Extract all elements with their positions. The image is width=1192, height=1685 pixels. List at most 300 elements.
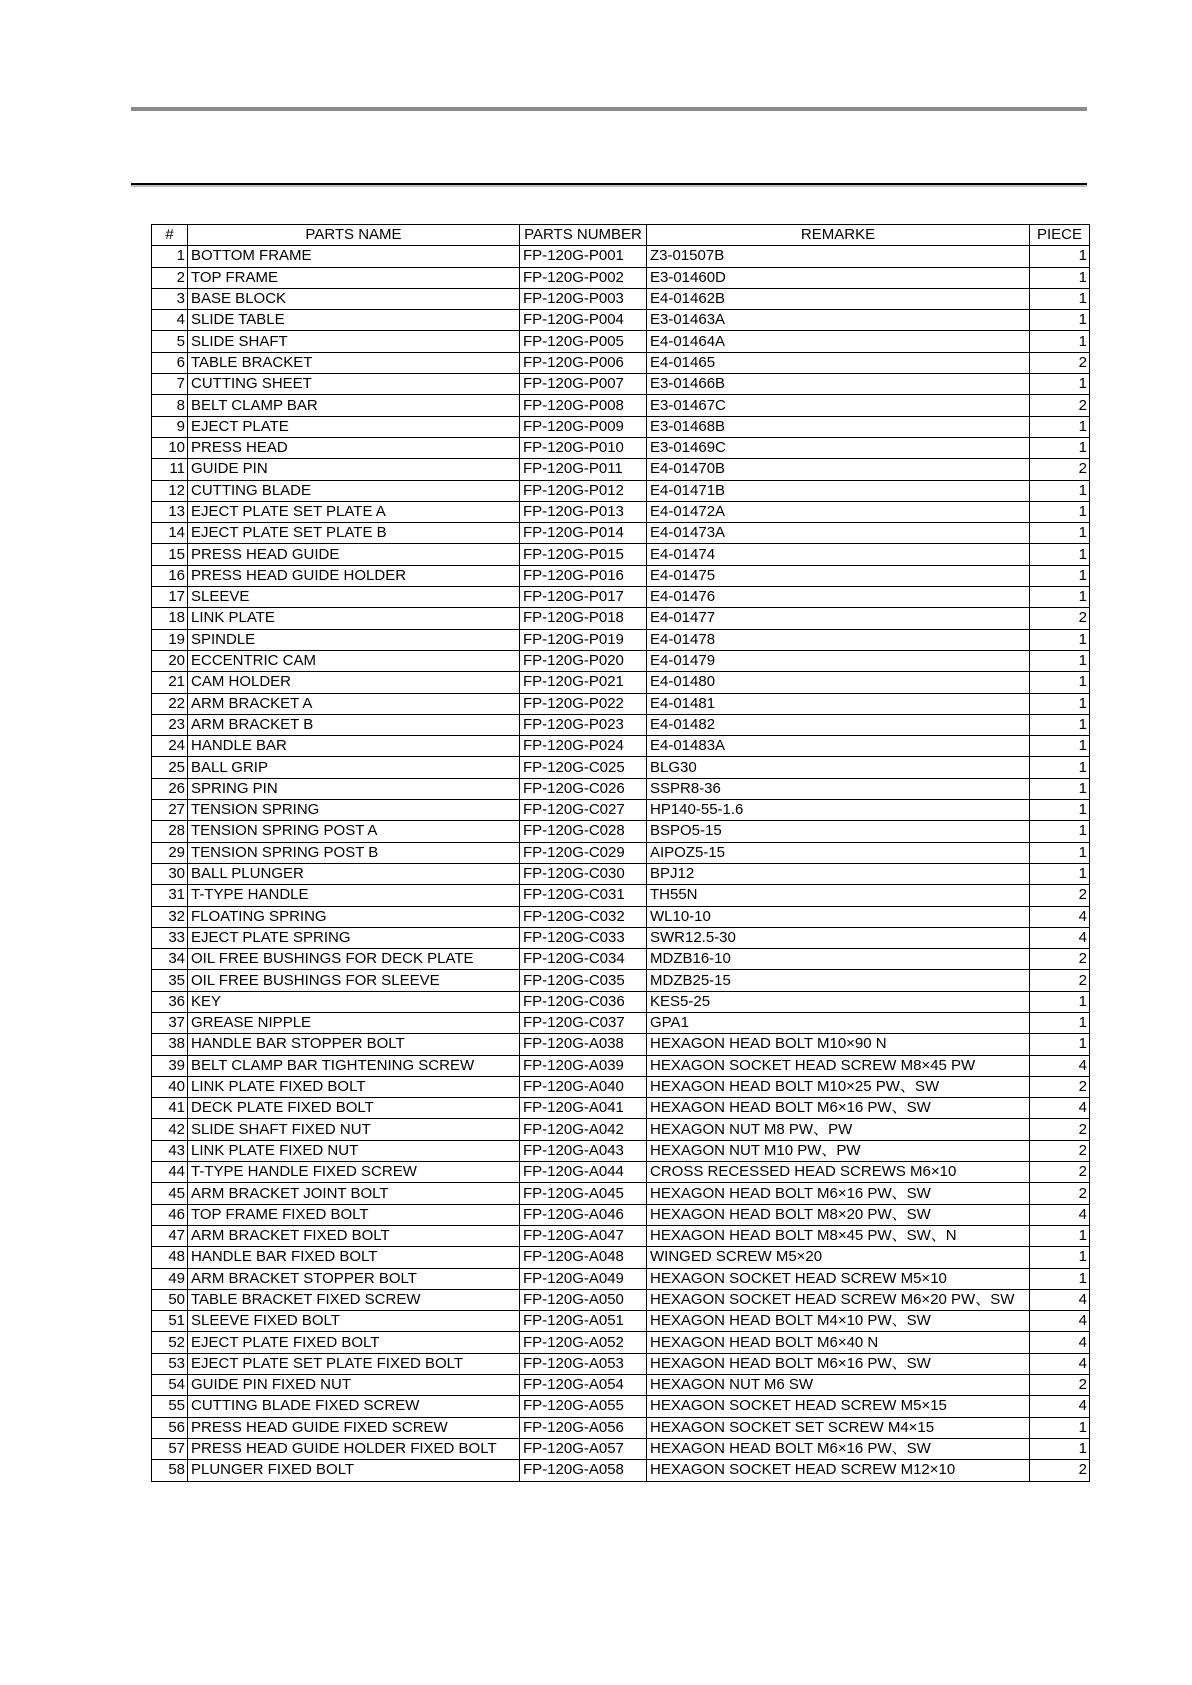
- remark-cell: E4-01464A: [647, 331, 1030, 352]
- remark-cell: E4-01474: [647, 544, 1030, 565]
- table-row: [152, 1162, 1090, 1183]
- part-index-cell: 46: [152, 1204, 188, 1225]
- part-name-cell: TOP FRAME: [188, 267, 520, 288]
- remark-cell: E4-01470B: [647, 459, 1030, 480]
- piece-cell: 2: [1030, 1183, 1090, 1204]
- piece-cell: 1: [1030, 501, 1090, 522]
- part-number-cell: FP-120G-A048: [520, 1247, 647, 1268]
- parts-table-body: [152, 246, 1090, 1481]
- remark-cell: E4-01483A: [647, 736, 1030, 757]
- table-row: [152, 1225, 1090, 1246]
- part-name-cell: HANDLE BAR STOPPER BOLT: [188, 1034, 520, 1055]
- remark-cell: HEXAGON SOCKET HEAD SCREW M12×10: [647, 1460, 1030, 1481]
- part-name-cell: BALL GRIP: [188, 757, 520, 778]
- part-number-cell: FP-120G-C037: [520, 1012, 647, 1033]
- remark-cell: E4-01480: [647, 672, 1030, 693]
- part-number-cell: FP-120G-A057: [520, 1438, 647, 1459]
- part-number-cell: FP-120G-P024: [520, 736, 647, 757]
- piece-cell: 1: [1030, 246, 1090, 267]
- table-row: [152, 821, 1090, 842]
- parts-list-table: [151, 224, 1090, 1482]
- remark-cell: E4-01481: [647, 693, 1030, 714]
- remark-cell: HEXAGON SOCKET HEAD SCREW M5×10: [647, 1268, 1030, 1289]
- remark-cell: HEXAGON HEAD BOLT M10×90 N: [647, 1034, 1030, 1055]
- piece-cell: 1: [1030, 629, 1090, 650]
- table-row: [152, 608, 1090, 629]
- part-index-cell: 10: [152, 437, 188, 458]
- remark-cell: BSPO5-15: [647, 821, 1030, 842]
- remark-cell: E3-01468B: [647, 416, 1030, 437]
- table-row: [152, 1460, 1090, 1481]
- piece-cell: 2: [1030, 1119, 1090, 1140]
- table-row: [152, 629, 1090, 650]
- part-name-cell: ARM BRACKET JOINT BOLT: [188, 1183, 520, 1204]
- table-row: [152, 736, 1090, 757]
- table-row: [152, 1098, 1090, 1119]
- part-number-cell: FP-120G-A049: [520, 1268, 647, 1289]
- table-row: [152, 1012, 1090, 1033]
- part-index-cell: 40: [152, 1076, 188, 1097]
- remark-cell: E4-01471B: [647, 480, 1030, 501]
- remark-cell: AIPOZ5-15: [647, 842, 1030, 863]
- remark-cell: MDZB16-10: [647, 949, 1030, 970]
- piece-cell: 1: [1030, 693, 1090, 714]
- remark-cell: E3-01466B: [647, 374, 1030, 395]
- piece-cell: 2: [1030, 885, 1090, 906]
- piece-cell: 2: [1030, 395, 1090, 416]
- piece-cell: 1: [1030, 565, 1090, 586]
- table-row: [152, 1055, 1090, 1076]
- table-row: [152, 352, 1090, 373]
- part-name-cell: SLEEVE FIXED BOLT: [188, 1311, 520, 1332]
- table-row: [152, 267, 1090, 288]
- table-row: [152, 587, 1090, 608]
- part-index-cell: 1: [152, 246, 188, 267]
- part-name-cell: GUIDE PIN: [188, 459, 520, 480]
- part-number-cell: FP-120G-A041: [520, 1098, 647, 1119]
- piece-cell: 1: [1030, 1012, 1090, 1033]
- remark-cell: KES5-25: [647, 991, 1030, 1012]
- part-index-cell: 50: [152, 1289, 188, 1310]
- piece-cell: 1: [1030, 1247, 1090, 1268]
- part-number-cell: FP-120G-P021: [520, 672, 647, 693]
- part-number-cell: FP-120G-P004: [520, 310, 647, 331]
- part-number-cell: FP-120G-A043: [520, 1140, 647, 1161]
- piece-cell: 1: [1030, 778, 1090, 799]
- remark-cell: BLG30: [647, 757, 1030, 778]
- table-row: [152, 1375, 1090, 1396]
- part-name-cell: ARM BRACKET B: [188, 714, 520, 735]
- table-row: [152, 1076, 1090, 1097]
- part-number-cell: FP-120G-P007: [520, 374, 647, 395]
- part-name-cell: CUTTING BLADE: [188, 480, 520, 501]
- remark-cell: E3-01467C: [647, 395, 1030, 416]
- part-number-cell: FP-120G-P009: [520, 416, 647, 437]
- part-number-cell: FP-120G-P014: [520, 523, 647, 544]
- remark-cell: WINGED SCREW M5×20: [647, 1247, 1030, 1268]
- part-name-cell: BASE BLOCK: [188, 288, 520, 309]
- part-number-cell: FP-120G-P003: [520, 288, 647, 309]
- remark-cell: E4-01472A: [647, 501, 1030, 522]
- part-name-cell: HANDLE BAR: [188, 736, 520, 757]
- part-number-cell: FP-120G-A055: [520, 1396, 647, 1417]
- table-row: [152, 714, 1090, 735]
- piece-cell: 1: [1030, 331, 1090, 352]
- part-index-cell: 20: [152, 650, 188, 671]
- piece-cell: 4: [1030, 1055, 1090, 1076]
- part-index-cell: 4: [152, 310, 188, 331]
- part-index-cell: 38: [152, 1034, 188, 1055]
- part-index-cell: 8: [152, 395, 188, 416]
- part-index-cell: 15: [152, 544, 188, 565]
- part-number-cell: FP-120G-A052: [520, 1332, 647, 1353]
- part-index-cell: 18: [152, 608, 188, 629]
- part-number-cell: FP-120G-P001: [520, 246, 647, 267]
- part-number-cell: FP-120G-C036: [520, 991, 647, 1012]
- piece-cell: 1: [1030, 1438, 1090, 1459]
- piece-cell: 1: [1030, 374, 1090, 395]
- piece-cell: 1: [1030, 672, 1090, 693]
- piece-cell: 4: [1030, 1098, 1090, 1119]
- piece-cell: 1: [1030, 587, 1090, 608]
- part-name-cell: FLOATING SPRING: [188, 906, 520, 927]
- piece-cell: 1: [1030, 437, 1090, 458]
- part-name-cell: BELT CLAMP BAR TIGHTENING SCREW: [188, 1055, 520, 1076]
- piece-cell: 1: [1030, 1417, 1090, 1438]
- part-index-cell: 5: [152, 331, 188, 352]
- remark-cell: HEXAGON HEAD BOLT M6×16 PW、SW: [647, 1098, 1030, 1119]
- piece-cell: 1: [1030, 736, 1090, 757]
- part-number-cell: FP-120G-A045: [520, 1183, 647, 1204]
- part-name-cell: PRESS HEAD GUIDE HOLDER: [188, 565, 520, 586]
- remark-cell: E4-01479: [647, 650, 1030, 671]
- part-index-cell: 58: [152, 1460, 188, 1481]
- part-number-cell: FP-120G-P006: [520, 352, 647, 373]
- piece-cell: 2: [1030, 1140, 1090, 1161]
- table-row: [152, 757, 1090, 778]
- part-number-cell: FP-120G-A056: [520, 1417, 647, 1438]
- part-name-cell: BALL PLUNGER: [188, 863, 520, 884]
- part-number-cell: FP-120G-C034: [520, 949, 647, 970]
- remark-cell: E4-01482: [647, 714, 1030, 735]
- table-row: [152, 1183, 1090, 1204]
- piece-cell: 1: [1030, 480, 1090, 501]
- part-name-cell: SPINDLE: [188, 629, 520, 650]
- part-number-cell: FP-120G-A038: [520, 1034, 647, 1055]
- part-index-cell: 11: [152, 459, 188, 480]
- piece-cell: 2: [1030, 1460, 1090, 1481]
- part-name-cell: ARM BRACKET A: [188, 693, 520, 714]
- table-row: [152, 374, 1090, 395]
- part-index-cell: 14: [152, 523, 188, 544]
- table-row: [152, 310, 1090, 331]
- table-row: [152, 1438, 1090, 1459]
- remark-cell: E4-01462B: [647, 288, 1030, 309]
- table-row: [152, 1289, 1090, 1310]
- table-row: [152, 672, 1090, 693]
- part-index-cell: 56: [152, 1417, 188, 1438]
- remark-cell: HEXAGON SOCKET HEAD SCREW M5×15: [647, 1396, 1030, 1417]
- part-number-cell: FP-120G-C029: [520, 842, 647, 863]
- part-name-cell: OIL FREE BUSHINGS FOR SLEEVE: [188, 970, 520, 991]
- table-header-row: [152, 225, 1090, 246]
- part-name-cell: CUTTING BLADE FIXED SCREW: [188, 1396, 520, 1417]
- part-name-cell: KEY: [188, 991, 520, 1012]
- part-name-cell: TENSION SPRING: [188, 800, 520, 821]
- part-index-cell: 9: [152, 416, 188, 437]
- part-index-cell: 36: [152, 991, 188, 1012]
- part-index-cell: 51: [152, 1311, 188, 1332]
- table-row: [152, 437, 1090, 458]
- column-header-piece: PIECE: [1030, 225, 1090, 246]
- part-index-cell: 48: [152, 1247, 188, 1268]
- piece-cell: 4: [1030, 1332, 1090, 1353]
- part-number-cell: FP-120G-P015: [520, 544, 647, 565]
- part-number-cell: FP-120G-C030: [520, 863, 647, 884]
- remark-cell: E3-01460D: [647, 267, 1030, 288]
- part-name-cell: EJECT PLATE SPRING: [188, 927, 520, 948]
- part-number-cell: FP-120G-P019: [520, 629, 647, 650]
- table-row: [152, 246, 1090, 267]
- part-number-cell: FP-120G-C028: [520, 821, 647, 842]
- remark-cell: HEXAGON HEAD BOLT M4×10 PW、SW: [647, 1311, 1030, 1332]
- part-name-cell: T-TYPE HANDLE FIXED SCREW: [188, 1162, 520, 1183]
- remark-cell: HEXAGON HEAD BOLT M6×16 PW、SW: [647, 1438, 1030, 1459]
- part-name-cell: LINK PLATE FIXED NUT: [188, 1140, 520, 1161]
- remark-cell: E4-01476: [647, 587, 1030, 608]
- table-row: [152, 1140, 1090, 1161]
- part-name-cell: CAM HOLDER: [188, 672, 520, 693]
- part-index-cell: 47: [152, 1225, 188, 1246]
- table-row: [152, 501, 1090, 522]
- piece-cell: 1: [1030, 1268, 1090, 1289]
- part-number-cell: FP-120G-P018: [520, 608, 647, 629]
- part-name-cell: SLIDE TABLE: [188, 310, 520, 331]
- part-index-cell: 43: [152, 1140, 188, 1161]
- piece-cell: 1: [1030, 416, 1090, 437]
- remark-cell: HEXAGON NUT M10 PW、PW: [647, 1140, 1030, 1161]
- remark-cell: E3-01469C: [647, 437, 1030, 458]
- piece-cell: 4: [1030, 1353, 1090, 1374]
- column-header-number: #: [152, 225, 188, 246]
- part-number-cell: FP-120G-A051: [520, 1311, 647, 1332]
- table-row: [152, 331, 1090, 352]
- remark-cell: HP140-55-1.6: [647, 800, 1030, 821]
- table-row: [152, 1119, 1090, 1140]
- part-name-cell: SLEEVE: [188, 587, 520, 608]
- part-number-cell: FP-120G-P002: [520, 267, 647, 288]
- header-rule-bottom: [131, 183, 1087, 185]
- piece-cell: 4: [1030, 1204, 1090, 1225]
- piece-cell: 1: [1030, 863, 1090, 884]
- part-number-cell: FP-120G-A053: [520, 1353, 647, 1374]
- remark-cell: Z3-01507B: [647, 246, 1030, 267]
- remark-cell: E3-01463A: [647, 310, 1030, 331]
- part-index-cell: 39: [152, 1055, 188, 1076]
- remark-cell: HEXAGON NUT M6 SW: [647, 1375, 1030, 1396]
- part-name-cell: TABLE BRACKET: [188, 352, 520, 373]
- part-name-cell: HANDLE BAR FIXED BOLT: [188, 1247, 520, 1268]
- part-name-cell: GREASE NIPPLE: [188, 1012, 520, 1033]
- part-index-cell: 37: [152, 1012, 188, 1033]
- table-row: [152, 544, 1090, 565]
- piece-cell: 2: [1030, 608, 1090, 629]
- table-row: [152, 1268, 1090, 1289]
- part-name-cell: PRESS HEAD GUIDE FIXED SCREW: [188, 1417, 520, 1438]
- part-index-cell: 7: [152, 374, 188, 395]
- table-row: [152, 906, 1090, 927]
- part-index-cell: 17: [152, 587, 188, 608]
- part-name-cell: EJECT PLATE SET PLATE B: [188, 523, 520, 544]
- piece-cell: 2: [1030, 459, 1090, 480]
- part-name-cell: T-TYPE HANDLE: [188, 885, 520, 906]
- table-row: [152, 842, 1090, 863]
- piece-cell: 2: [1030, 949, 1090, 970]
- table-row: [152, 1332, 1090, 1353]
- part-index-cell: 26: [152, 778, 188, 799]
- part-name-cell: EJECT PLATE SET PLATE A: [188, 501, 520, 522]
- table-row: [152, 949, 1090, 970]
- part-number-cell: FP-120G-P020: [520, 650, 647, 671]
- piece-cell: 4: [1030, 1289, 1090, 1310]
- remark-cell: E4-01473A: [647, 523, 1030, 544]
- table-row: [152, 800, 1090, 821]
- header-rule-top: [131, 107, 1087, 111]
- part-number-cell: FP-120G-A039: [520, 1055, 647, 1076]
- piece-cell: 1: [1030, 1225, 1090, 1246]
- piece-cell: 1: [1030, 288, 1090, 309]
- part-name-cell: ARM BRACKET STOPPER BOLT: [188, 1268, 520, 1289]
- part-name-cell: ECCENTRIC CAM: [188, 650, 520, 671]
- table-row: [152, 1311, 1090, 1332]
- remark-cell: E4-01465: [647, 352, 1030, 373]
- piece-cell: 4: [1030, 927, 1090, 948]
- piece-cell: 1: [1030, 310, 1090, 331]
- part-name-cell: EJECT PLATE SET PLATE FIXED BOLT: [188, 1353, 520, 1374]
- part-index-cell: 33: [152, 927, 188, 948]
- piece-cell: 4: [1030, 1311, 1090, 1332]
- remark-cell: E4-01477: [647, 608, 1030, 629]
- part-name-cell: EJECT PLATE FIXED BOLT: [188, 1332, 520, 1353]
- piece-cell: 1: [1030, 650, 1090, 671]
- part-name-cell: OIL FREE BUSHINGS FOR DECK PLATE: [188, 949, 520, 970]
- part-number-cell: FP-120G-A046: [520, 1204, 647, 1225]
- part-index-cell: 53: [152, 1353, 188, 1374]
- table-row: [152, 459, 1090, 480]
- remark-cell: HEXAGON HEAD BOLT M6×16 PW、SW: [647, 1183, 1030, 1204]
- part-number-cell: FP-120G-P008: [520, 395, 647, 416]
- column-header-parts-number: PARTS NUMBER: [520, 225, 647, 246]
- part-number-cell: FP-120G-C033: [520, 927, 647, 948]
- table-row: [152, 650, 1090, 671]
- part-number-cell: FP-120G-P022: [520, 693, 647, 714]
- remark-cell: TH55N: [647, 885, 1030, 906]
- part-name-cell: BELT CLAMP BAR: [188, 395, 520, 416]
- part-index-cell: 24: [152, 736, 188, 757]
- remark-cell: WL10-10: [647, 906, 1030, 927]
- part-index-cell: 23: [152, 714, 188, 735]
- table-row: [152, 1204, 1090, 1225]
- piece-cell: 1: [1030, 1034, 1090, 1055]
- table-row: [152, 1396, 1090, 1417]
- part-index-cell: 22: [152, 693, 188, 714]
- part-number-cell: FP-120G-A040: [520, 1076, 647, 1097]
- table-row: [152, 991, 1090, 1012]
- remark-cell: GPA1: [647, 1012, 1030, 1033]
- remark-cell: HEXAGON HEAD BOLT M10×25 PW、SW: [647, 1076, 1030, 1097]
- part-index-cell: 13: [152, 501, 188, 522]
- part-index-cell: 3: [152, 288, 188, 309]
- part-number-cell: FP-120G-P005: [520, 331, 647, 352]
- table-row: [152, 416, 1090, 437]
- piece-cell: 4: [1030, 1396, 1090, 1417]
- piece-cell: 1: [1030, 267, 1090, 288]
- part-name-cell: PRESS HEAD GUIDE: [188, 544, 520, 565]
- table-row: [152, 970, 1090, 991]
- table-row: [152, 565, 1090, 586]
- part-index-cell: 21: [152, 672, 188, 693]
- part-index-cell: 35: [152, 970, 188, 991]
- part-index-cell: 16: [152, 565, 188, 586]
- piece-cell: 1: [1030, 991, 1090, 1012]
- remark-cell: HEXAGON HEAD BOLT M6×40 N: [647, 1332, 1030, 1353]
- part-index-cell: 45: [152, 1183, 188, 1204]
- remark-cell: MDZB25-15: [647, 970, 1030, 991]
- part-name-cell: CUTTING SHEET: [188, 374, 520, 395]
- part-number-cell: FP-120G-C026: [520, 778, 647, 799]
- part-index-cell: 42: [152, 1119, 188, 1140]
- table-row: [152, 927, 1090, 948]
- part-number-cell: FP-120G-A058: [520, 1460, 647, 1481]
- table-row: [152, 1417, 1090, 1438]
- part-name-cell: SPRING PIN: [188, 778, 520, 799]
- remark-cell: SSPR8-36: [647, 778, 1030, 799]
- table-row: [152, 1247, 1090, 1268]
- piece-cell: 1: [1030, 523, 1090, 544]
- part-index-cell: 12: [152, 480, 188, 501]
- part-name-cell: PRESS HEAD: [188, 437, 520, 458]
- part-name-cell: LINK PLATE FIXED BOLT: [188, 1076, 520, 1097]
- part-number-cell: FP-120G-C025: [520, 757, 647, 778]
- part-index-cell: 28: [152, 821, 188, 842]
- part-number-cell: FP-120G-A054: [520, 1375, 647, 1396]
- table-row: [152, 523, 1090, 544]
- part-number-cell: FP-120G-C032: [520, 906, 647, 927]
- part-number-cell: FP-120G-C035: [520, 970, 647, 991]
- table-row: [152, 1353, 1090, 1374]
- remark-cell: HEXAGON HEAD BOLT M8×20 PW、SW: [647, 1204, 1030, 1225]
- part-number-cell: FP-120G-P016: [520, 565, 647, 586]
- part-index-cell: 31: [152, 885, 188, 906]
- part-number-cell: FP-120G-P023: [520, 714, 647, 735]
- part-name-cell: SLIDE SHAFT: [188, 331, 520, 352]
- part-name-cell: TENSION SPRING POST B: [188, 842, 520, 863]
- table-row: [152, 480, 1090, 501]
- table-row: [152, 693, 1090, 714]
- part-index-cell: 44: [152, 1162, 188, 1183]
- remark-cell: E4-01478: [647, 629, 1030, 650]
- remark-cell: E4-01475: [647, 565, 1030, 586]
- part-number-cell: FP-120G-P017: [520, 587, 647, 608]
- part-number-cell: FP-120G-P010: [520, 437, 647, 458]
- part-number-cell: FP-120G-P011: [520, 459, 647, 480]
- part-name-cell: TOP FRAME FIXED BOLT: [188, 1204, 520, 1225]
- table-row: [152, 395, 1090, 416]
- part-name-cell: ARM BRACKET FIXED BOLT: [188, 1225, 520, 1246]
- part-index-cell: 2: [152, 267, 188, 288]
- table-row: [152, 288, 1090, 309]
- piece-cell: 1: [1030, 757, 1090, 778]
